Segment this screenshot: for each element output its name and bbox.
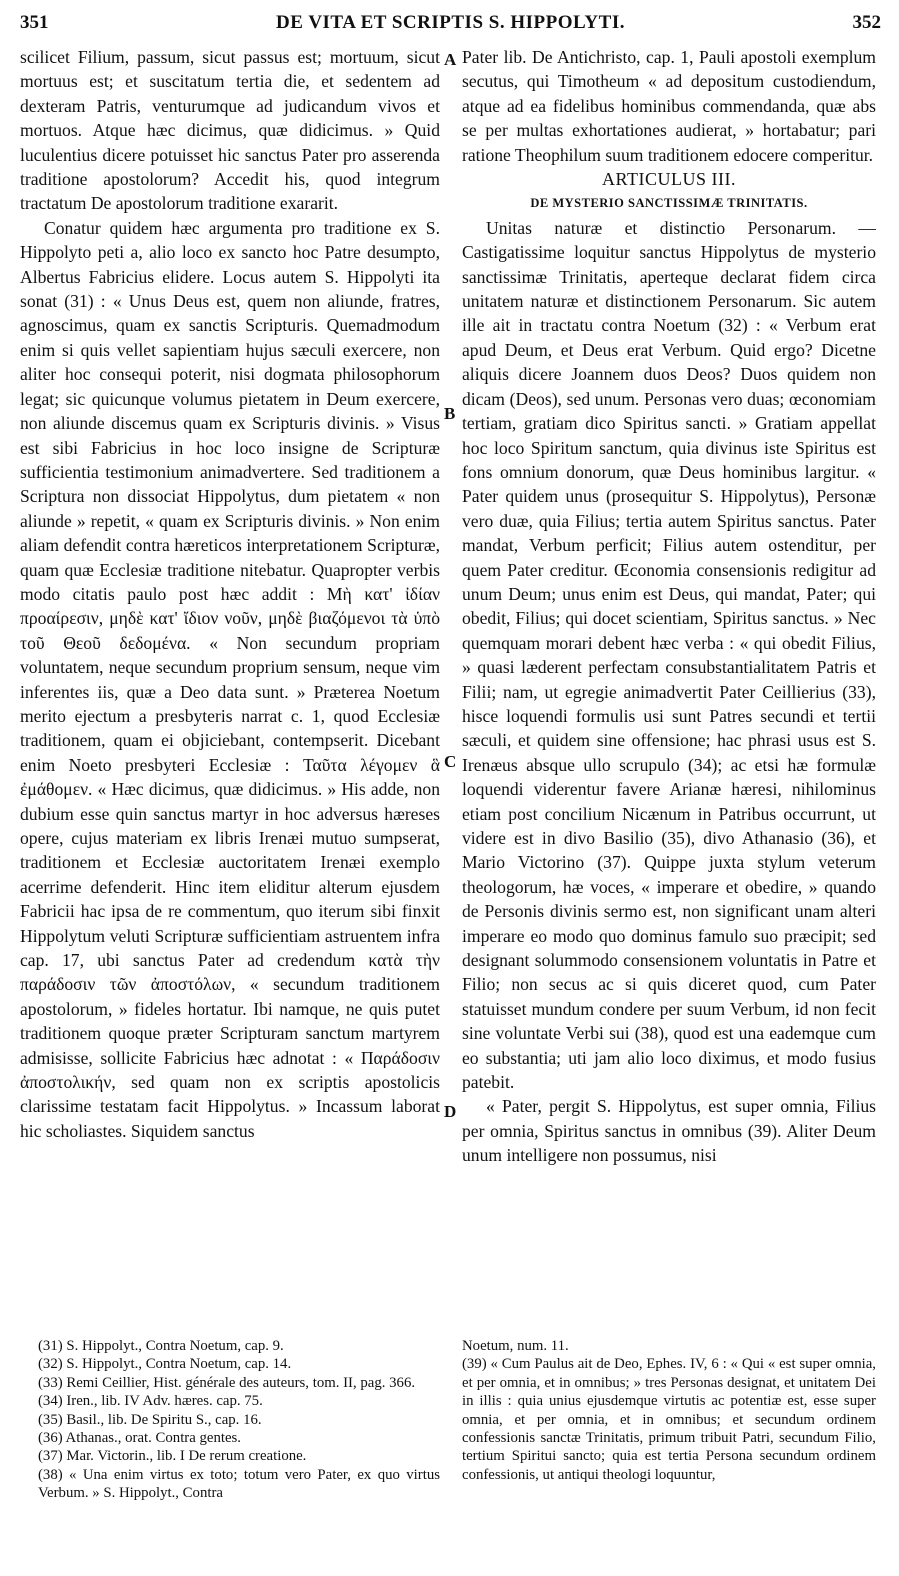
margin-marker-d: D (444, 1102, 457, 1121)
page-number-right: 352 (852, 12, 881, 33)
running-header (20, 12, 881, 38)
margin-marker-c: C (444, 752, 457, 771)
left-paragraph-2: Conatur quidem hæc argumenta pro traditione ex S. Hippolyto peti a, alio loco ex sancto hoc Patre desumpto, Albertus Fabricius elidere. Locus autem S. Hippolyti ita sonat (31) : « Unus Deus est, quem non aliunde, fratres, agnoscimus, quam ex sanctis Scripturis. Quemadmodum enim si quis vellet sapientiam hujus sæculi exercere, non aliter hoc consequi poterit, nisi dogmata philosophorum legat; sic quicunque volumus pietatem in Deum exercere, non aliunde discemus quam ex Scripturis divinis. » Visus est sibi Fabricius in hoc loco insigne de Scripturæ sufficientia testimonium animadvertere. Sed traditionem a Scriptura non dissociat Hippolytus, dum pietatem « non aliunde » repetit, « quam ex Scripturis divinis. » Non enim aliam defendit contra hæreticos interpretationem Scripturæ, quam quæ Ecclesiæ traditione nitebatur. Quapropter verbis modo citatis paulo post hæc addit : Μὴ κατ' ἰδίαν προαίρεσιν, μηδὲ κατ' ἴδιον νοῦν, μηδὲ βιαζόμενοι τὰ ὑπὸ τοῦ Θεοῦ δεδομένα. « Non secundum propriam voluntatem, neque secundum proprium sensum, neque vim inferentes iis, quæ a Deo data sunt. » Præterea Noetum merito ejectum a presbyteris narrat c. 1, quod Ecclesiæ traditionem, quam ei objiciebant, contempserit. Dicebant enim Noeto presbyteri Ecclesiæ : Ταῦτα λέγομεν ἃ ἐμάθομεν. « Hæc dicimus, quæ didicimus. » His adde, non dubium esse quin sanctus martyr in hoc adversus hæreses opere, cujus materiam ex libris Irenæi mutuo sumpserat, traditionem et Ecclesiæ auctoritatem Irenæi exemplo acerrime defenderit. Hinc item eliditur alterum ejusdem Fabricii hac ipsa de re commentum, quo iterum sibi finxit Hippolytum veluti Scripturæ sufficientiam astruentem infra cap. 17, ubi sanctus Pater ad credendum κατὰ τὴν παράδοσιν τῶν ἀποστόλων, « secundum traditionem apostolorum, » fideles hortatur. Ibi namque, ne quis putet traditionem quoque præter Scripturam sanctum martyrem admisisse, sollicite Fabricius hæc adnotat : « Παράδοσιν ἀποστολικήν, sed quam non ex scriptis apostolicis clarissime testatam facit Hippolytus. » Incassum laborat hic scholiastes. Siquidem sanctus (20, 217, 440, 1141)
margin-marker-b: B (444, 404, 456, 423)
running-title: DE VITA ET SCRIPTIS S. HIPPOLYTI. (276, 12, 625, 33)
footnote-33: (33) Remi Ceillier, Hist. générale des auteurs, tom. II, pag. 366. (38, 1374, 416, 1391)
article-title: ARTICULUS III. (602, 169, 736, 190)
footnote-35: (35) Basil., lib. De Spiritu S., cap. 16. (38, 1411, 262, 1428)
left-paragraph-1: scilicet Filium, passum, sicut passus est; mortuum, sicut mortuus est; et suscitatum tertia die, et sedentem ad dexteram Patris, venturumque ad judicandum vivos et mortuos. Atque hæc dicimus, quæ didicimus. » Quid luculentius dicere potuisset hic sanctus Pater pro asserenda traditione apostolorum? Accedit his, quod integrum tractatum De apostolorum traditione exararit. (20, 47, 440, 214)
footnote-37: (37) Mar. Victorin., lib. I De rerum creatione. (38, 1448, 307, 1465)
right-column (462, 45, 876, 1168)
right-intro-paragraph: Pater lib. De Antichristo, cap. 1, Pauli apostoli exemplum secutus, qui Timotheum « ad depositum custodiendum, atque ad ea fidelibus hominibus commendanda, quæ abs se per multas exhortationes audierat, » hortabatur; pari ratione Theophilum suum traditionem edocere comperitur. (462, 47, 876, 165)
footnote-38-continued: Noetum, num. 11. (462, 1338, 569, 1354)
left-column (20, 45, 440, 1143)
right-paragraph-1: Unitas naturæ et distinctio Personarum. — Castigatissime loquitur sanctus Hippolytus de mysterio sanctissimæ Trinitatis, aperteque declarat fidem circa unitatem naturæ et distinctionem Personarum. Sic autem ille ait in tractatu contra Noetum (32) : « Verbum erat apud Deum, et Deus erat Verbum. Quid ergo? Dicetne aliquis dicere Joannem duos Deos? Duos quidem non dicam (Deos), sed unum. Personas vero duas; œconomiam tertiam, gratiam dico Spiritus sancti. » Gratiam appellat hoc loco Spiritum sanctum, quia divinus iste Spiritus est fons omnium donorum, quæ Deus hominibus largitur. « Pater quidem unus (prosequitur S. Hippolytus), Personæ vero duæ, quia Filius; tertia autem Spiritus sanctus. Pater mandat, Verbum perficit; Filius autem ostenditur, per quem Pater creditur. Œconomia consensionis redigitur ad unum Deum; unus enim est Deus, qui mandat, Pater; qui obedit, Filius; qui docet scientiam, Spiritus sanctus. » Nec quemquam morari debent hæc verba : « qui obedit Filius, » quasi læderent perfectam consubstantialitatem Patris et Filii; nam, ut egregie animadvertit Pater Ceillierius (33), hisce loquendi formulis usi sunt Patres secundi et tertii sæculi, et quidem sine offensione; hac phrasi usus est S. Irenæus absque ullo scrupulo (34); ac etsi hæ formulæ loquendi viderentur favere Arianæ hæresi, nihilominus etiam post concilium Nicænum in Patribus occurrunt, ut videre est in divo Basilio (35), divo Athanasio (36), et Mario Victorino (37). Quippe juxta stylum veterum theologorum, hæ voces, « imperare et obedire, » quando de Personis divinis sermo est, non significant unam alteri imperare eo modo quo dominus famulo suo præcipit; sed designant solummodo consensionem voluntatis in Patre et Filio; non secus ac si quis diceret quod, cum Pater statuisset mundum condere per suum Verbum, id non fecit sine voluntate Verbi sui (38), quod est una eademque cum eo substantia; uti jam alio loco diximus, et modo fusius patebit. (462, 217, 876, 1093)
footnotes-left (20, 1337, 440, 1503)
footnote-34: (34) Iren., lib. IV Adv. hæres. cap. 75. (38, 1393, 263, 1410)
footnote-38: (38) « Una enim virtus ex toto; totum vero Pater, ex quo virtus Verbum. » S. Hippolyt., Contra (38, 1466, 440, 1502)
footnote-32: (32) S. Hippolyt., Contra Noetum, cap. 14. (38, 1356, 292, 1373)
page-number-left: 351 (20, 12, 49, 33)
article-subtitle: DE MYSTERIO SANCTISSIMÆ TRINITATIS. (530, 196, 808, 211)
footnote-39: (39) « Cum Paulus ait de Deo, Ephes. IV, 6 : « Qui « est super omnia, et per omnia, et in omnibus; » tres Personas designat, et unitatem Dei in illis : quia unius ejusdemque virtutis ac potentiæ est, esse super omnia, et per omnia, et in omnibus; et secundum ordinem confessionis sanctæ Trinitatis, primum tribuit Patri, secundum Filio, tertium Spiritui sancto; quia est tertia Persona secundum ordinem confessionis, ut antiqui theologi loquuntur, (462, 1356, 876, 1483)
footnotes-right (462, 1337, 876, 1484)
right-paragraph-2: « Pater, pergit S. Hippolytus, est super omnia, Filius per omnia, Spiritus sanctus in omnibus (39). Aliter Deum unum intelligere non possumus, nisi (462, 1096, 876, 1166)
footnote-36: (36) Athanas., orat. Contra gentes. (38, 1430, 241, 1447)
margin-marker-a: A (444, 50, 457, 69)
footnote-31: (31) S. Hippolyt., Contra Noetum, cap. 9. (38, 1338, 284, 1354)
